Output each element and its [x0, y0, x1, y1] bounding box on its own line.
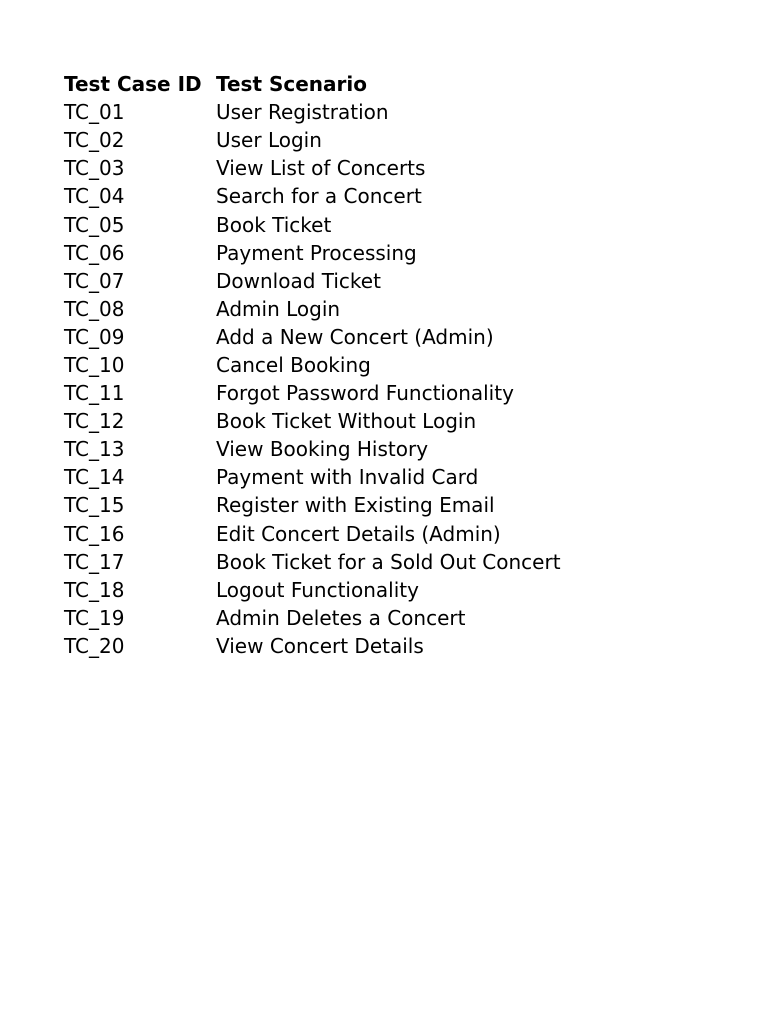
test-case-id-cell: TC_05: [64, 212, 125, 237]
table-row: [64, 576, 561, 604]
test-case-id-cell: TC_18: [64, 577, 125, 602]
test-case-id-cell: TC_20: [64, 633, 125, 658]
test-scenario-cell: Payment Processing: [216, 240, 417, 265]
test-scenario-cell: Add a New Concert (Admin): [216, 324, 494, 349]
test-case-id-cell: TC_16: [64, 521, 125, 546]
table-row: [64, 126, 561, 154]
table-row: [64, 154, 561, 182]
test-scenario-cell: Search for a Concert: [216, 184, 422, 209]
table-row: [64, 463, 561, 491]
test-scenario-cell: Book Ticket Without Login: [216, 409, 477, 434]
test-scenario-cell: View Booking History: [216, 437, 429, 462]
test-case-id-cell: TC_11: [64, 381, 125, 406]
test-scenario-cell: Payment with Invalid Card: [216, 465, 479, 490]
test-case-id-cell: TC_06: [64, 240, 125, 265]
test-case-id-cell: TC_02: [64, 128, 125, 153]
table-row: [64, 491, 561, 519]
test-case-sheet: [64, 70, 724, 660]
test-scenario-cell: User Login: [216, 128, 322, 153]
test-scenario-cell: Edit Concert Details (Admin): [216, 521, 501, 546]
test-scenario-cell: Cancel Booking: [216, 352, 371, 377]
test-scenario-cell: Book Ticket for a Sold Out Concert: [216, 549, 561, 574]
table-row: [64, 98, 561, 126]
test-case-id-cell: TC_14: [64, 465, 125, 490]
test-case-id-cell: TC_12: [64, 409, 125, 434]
table-row: [64, 323, 561, 351]
test-case-id-cell: TC_09: [64, 324, 125, 349]
header-row: [64, 70, 561, 98]
test-scenario-cell: Logout Functionality: [216, 577, 419, 602]
test-scenario-cell: Download Ticket: [216, 268, 381, 293]
test-case-id-cell: TC_13: [64, 437, 125, 462]
test-scenario-cell: Admin Login: [216, 296, 341, 321]
test-scenario-cell: User Registration: [216, 100, 389, 125]
table-row: [64, 407, 561, 435]
test-case-id-cell: TC_17: [64, 549, 125, 574]
test-case-table: [64, 70, 561, 660]
test-case-id-cell: TC_08: [64, 296, 125, 321]
table-row: [64, 604, 561, 632]
table-body: [64, 98, 561, 660]
test-scenario-cell: View Concert Details: [216, 633, 424, 658]
table-row: [64, 267, 561, 295]
test-case-id-cell: TC_19: [64, 605, 125, 630]
table-row: [64, 351, 561, 379]
test-scenario-cell: Forgot Password Functionality: [216, 381, 514, 406]
header-test-scenario: Test Scenario: [216, 72, 367, 97]
table-row: [64, 182, 561, 210]
test-case-id-cell: TC_04: [64, 184, 125, 209]
test-case-id-cell: TC_03: [64, 156, 125, 181]
table-row: [64, 210, 561, 238]
test-case-id-cell: TC_01: [64, 100, 125, 125]
table-row: [64, 435, 561, 463]
table-row: [64, 295, 561, 323]
table-row: [64, 239, 561, 267]
test-case-id-cell: TC_15: [64, 493, 125, 518]
table-row: [64, 632, 561, 660]
header-test-case-id: Test Case ID: [64, 72, 202, 97]
test-scenario-cell: View List of Concerts: [216, 156, 426, 181]
table-header: [64, 70, 561, 98]
table-row: [64, 548, 561, 576]
test-case-id-cell: TC_10: [64, 352, 125, 377]
table-row: [64, 520, 561, 548]
test-scenario-cell: Admin Deletes a Concert: [216, 605, 466, 630]
table-row: [64, 379, 561, 407]
test-scenario-cell: Register with Existing Email: [216, 493, 495, 518]
test-case-id-cell: TC_07: [64, 268, 125, 293]
test-scenario-cell: Book Ticket: [216, 212, 332, 237]
